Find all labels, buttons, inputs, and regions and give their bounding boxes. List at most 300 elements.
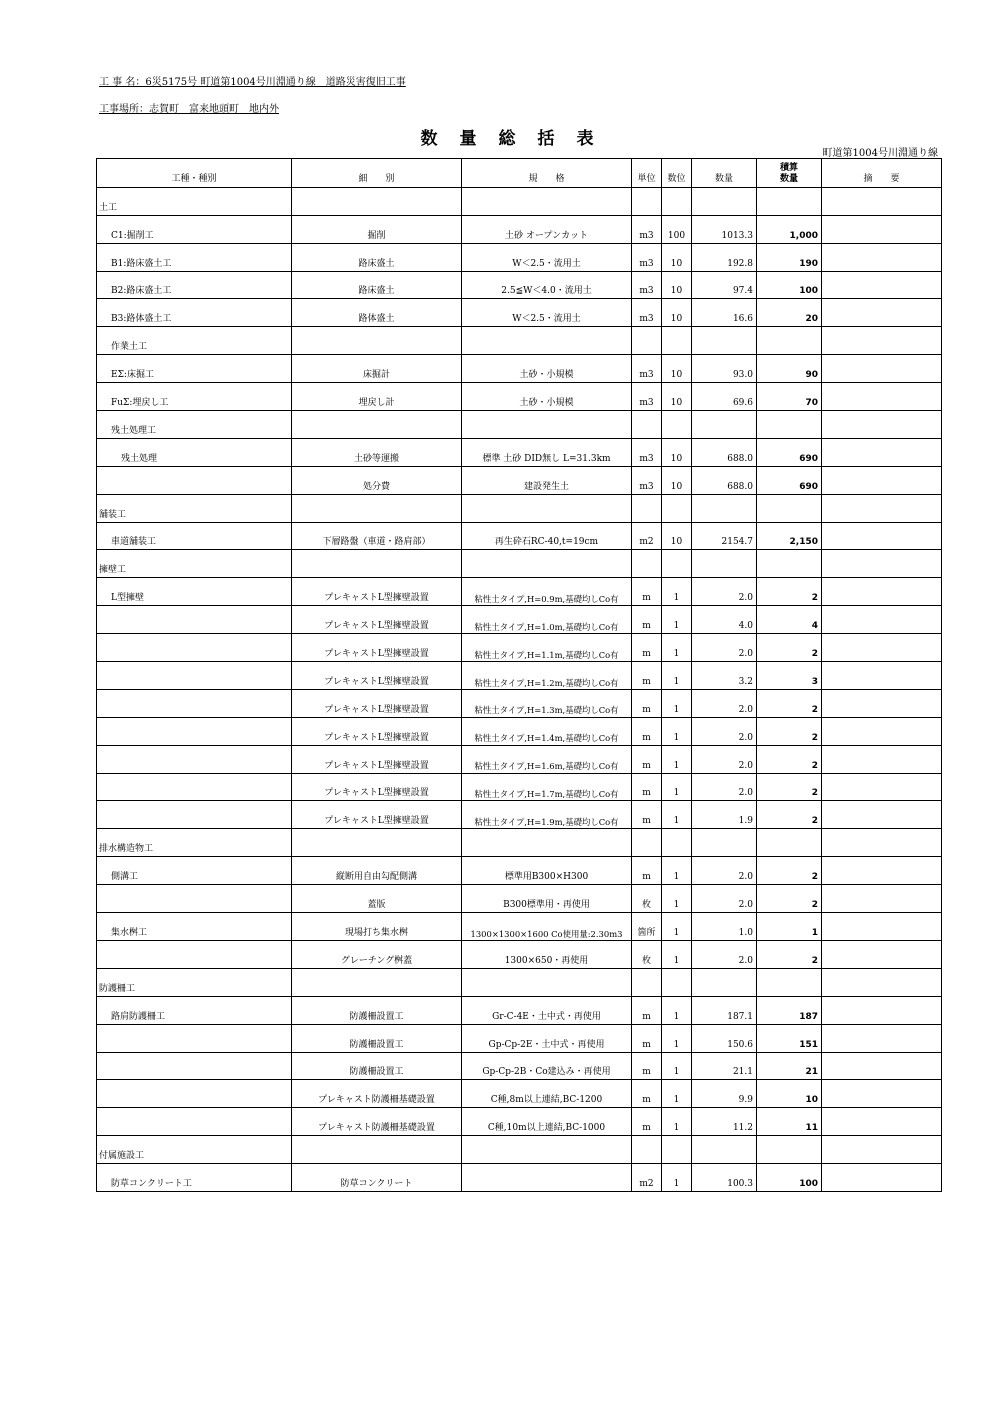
cell-spec: C種,10m以上連結,BC-1000: [462, 1108, 632, 1136]
cell-calc-qty: [757, 187, 822, 215]
table-row: [97, 606, 942, 634]
cell-unit: m: [632, 689, 662, 717]
cell-type: 集水桝工: [97, 913, 292, 941]
route-name: 町道第1004号川淵通り線: [822, 148, 938, 159]
cell-remarks: [822, 1024, 942, 1052]
cell-remarks: [822, 996, 942, 1024]
cell-unit: m: [632, 996, 662, 1024]
col-digit: 数位: [662, 159, 692, 188]
cell-remarks: [822, 829, 942, 857]
cell-spec: B300標準用・再使用: [462, 885, 632, 913]
cell-detail: [292, 187, 462, 215]
table-row: [97, 996, 942, 1024]
cell-type: 路肩防護柵工: [97, 996, 292, 1024]
cell-calc-qty: 11: [757, 1108, 822, 1136]
table-row: [97, 940, 942, 968]
cell-calc-qty: 100: [757, 271, 822, 299]
cell-qty: 2.0: [692, 717, 757, 745]
cell-qty: 1013.3: [692, 215, 757, 243]
cell-type: [97, 606, 292, 634]
cell-digit: 1: [662, 996, 692, 1024]
table-row: [97, 634, 942, 662]
col-qty: 数量: [692, 159, 757, 188]
cell-calc-qty: 151: [757, 1024, 822, 1052]
cell-detail: 路床盛土: [292, 271, 462, 299]
table-row: [97, 662, 942, 690]
cell-spec: Gr-C-4E・土中式・再使用: [462, 996, 632, 1024]
work-place: 工事場所：志賀町 富来地頭町 地内外: [99, 104, 279, 115]
cell-detail: プレキャストL型擁壁設置: [292, 634, 462, 662]
cell-digit: 1: [662, 717, 692, 745]
col-detail: 細 別: [292, 159, 462, 188]
cell-type: B1:路床盛土工: [97, 243, 292, 271]
cell-detail: 土砂等運搬: [292, 438, 462, 466]
table-row: [97, 745, 942, 773]
cell-detail: 処分費: [292, 466, 462, 494]
table-row: [97, 438, 942, 466]
cell-type: L型擁壁: [97, 578, 292, 606]
col-unit: 単位: [632, 159, 662, 188]
cell-remarks: [822, 1108, 942, 1136]
cell-spec: [462, 1136, 632, 1164]
cell-detail: [292, 550, 462, 578]
cell-type: [97, 466, 292, 494]
cell-remarks: [822, 773, 942, 801]
cell-remarks: [822, 1164, 942, 1192]
cell-detail: [292, 411, 462, 439]
cell-unit: 箇所: [632, 913, 662, 941]
table-row: [97, 717, 942, 745]
cell-unit: m: [632, 1052, 662, 1080]
cell-unit: m: [632, 606, 662, 634]
cell-digit: 1: [662, 801, 692, 829]
cell-unit: [632, 187, 662, 215]
cell-remarks: [822, 438, 942, 466]
cell-remarks: [822, 801, 942, 829]
cell-unit: m3: [632, 438, 662, 466]
category-name: 土工: [97, 187, 292, 215]
cell-qty: 9.9: [692, 1080, 757, 1108]
cell-unit: m2: [632, 1164, 662, 1192]
cell-digit: 1: [662, 1108, 692, 1136]
table-row: [97, 355, 942, 383]
table-row: [97, 857, 942, 885]
table-row: [97, 1164, 942, 1192]
cell-digit: 1: [662, 634, 692, 662]
cell-remarks: [822, 466, 942, 494]
cell-spec: W＜2.5・流用土: [462, 299, 632, 327]
cell-calc-qty: 70: [757, 383, 822, 411]
cell-unit: m: [632, 857, 662, 885]
cell-calc-qty: 2: [757, 745, 822, 773]
cell-digit: 1: [662, 662, 692, 690]
cell-spec: [462, 550, 632, 578]
cell-calc-qty: 21: [757, 1052, 822, 1080]
table-row: [97, 1052, 942, 1080]
category-row: [97, 1136, 942, 1164]
cell-digit: [662, 187, 692, 215]
cell-detail: プレキャストL型擁壁設置: [292, 773, 462, 801]
cell-digit: 10: [662, 522, 692, 550]
cell-calc-qty: 2: [757, 940, 822, 968]
cell-detail: 防護柵設置工: [292, 996, 462, 1024]
cell-spec: 標準用B300×H300: [462, 857, 632, 885]
page-title: 数量総括表: [420, 129, 616, 149]
table-row: [97, 466, 942, 494]
cell-remarks: [822, 1136, 942, 1164]
cell-qty: [692, 327, 757, 355]
table-row: [97, 1108, 942, 1136]
cell-digit: 10: [662, 271, 692, 299]
cell-spec: [462, 187, 632, 215]
cell-remarks: [822, 717, 942, 745]
col-calc-qty-line2: 数量: [779, 173, 798, 184]
cell-qty: 1.9: [692, 801, 757, 829]
cell-qty: 69.6: [692, 383, 757, 411]
cell-digit: [662, 968, 692, 996]
cell-digit: 1: [662, 1052, 692, 1080]
cell-detail: [292, 494, 462, 522]
table-row: [97, 773, 942, 801]
cell-qty: 93.0: [692, 355, 757, 383]
cell-remarks: [822, 187, 942, 215]
cell-remarks: [822, 355, 942, 383]
cell-detail: [292, 327, 462, 355]
cell-qty: 3.2: [692, 662, 757, 690]
cell-detail: [292, 1136, 462, 1164]
cell-spec: C種,8m以上連結,BC-1200: [462, 1080, 632, 1108]
cell-calc-qty: 2: [757, 717, 822, 745]
cell-digit: 10: [662, 438, 692, 466]
cell-calc-qty: 20: [757, 299, 822, 327]
cell-type: [97, 689, 292, 717]
cell-digit: 10: [662, 243, 692, 271]
cell-unit: m: [632, 773, 662, 801]
cell-qty: [692, 411, 757, 439]
cell-unit: m: [632, 717, 662, 745]
cell-qty: 2.0: [692, 940, 757, 968]
table-row: [97, 689, 942, 717]
cell-spec: 標準 土砂 DID無し L=31.3km: [462, 438, 632, 466]
cell-spec: W＜2.5・流用土: [462, 243, 632, 271]
table-row: [97, 299, 942, 327]
cell-digit: 10: [662, 466, 692, 494]
category-row: [97, 550, 942, 578]
cell-qty: [692, 968, 757, 996]
cell-spec: 粘性土タイプ,H=1.7m,基礎均しCo有: [462, 773, 632, 801]
cell-calc-qty: [757, 550, 822, 578]
table-body: [97, 187, 942, 1191]
cell-unit: [632, 550, 662, 578]
cell-detail: 防護柵設置工: [292, 1024, 462, 1052]
cell-type: [97, 662, 292, 690]
cell-spec: 粘性土タイプ,H=1.4m,基礎均しCo有: [462, 717, 632, 745]
cell-type: EΣ:床掘工: [97, 355, 292, 383]
cell-remarks: [822, 411, 942, 439]
cell-qty: 688.0: [692, 438, 757, 466]
cell-qty: 11.2: [692, 1108, 757, 1136]
cell-type: [97, 1024, 292, 1052]
cell-unit: m2: [632, 522, 662, 550]
cell-spec: 粘性土タイプ,H=1.9m,基礎均しCo有: [462, 801, 632, 829]
cell-calc-qty: 690: [757, 466, 822, 494]
cell-calc-qty: [757, 494, 822, 522]
cell-type: 残土処理: [97, 438, 292, 466]
cell-detail: 縦断用自由勾配側溝: [292, 857, 462, 885]
col-calc-qty-line1: 積算: [779, 163, 798, 174]
cell-type: [97, 885, 292, 913]
cell-detail: 掘削: [292, 215, 462, 243]
cell-spec: [462, 829, 632, 857]
category-name: 排水構造物工: [97, 829, 292, 857]
cell-calc-qty: 2: [757, 689, 822, 717]
cell-spec: 粘性土タイプ,H=1.2m,基礎均しCo有: [462, 662, 632, 690]
cell-unit: m: [632, 634, 662, 662]
cell-detail: プレキャストL型擁壁設置: [292, 606, 462, 634]
cell-calc-qty: 2,150: [757, 522, 822, 550]
cell-remarks: [822, 689, 942, 717]
cell-remarks: [822, 383, 942, 411]
cell-calc-qty: [757, 327, 822, 355]
table-row: [97, 271, 942, 299]
cell-qty: 688.0: [692, 466, 757, 494]
cell-spec: [462, 1164, 632, 1192]
category-name: 付属施設工: [97, 1136, 292, 1164]
quantity-summary-table: [96, 158, 942, 1192]
cell-spec: 建設発生土: [462, 466, 632, 494]
header-row: [97, 159, 942, 188]
cell-digit: [662, 411, 692, 439]
cell-calc-qty: 90: [757, 355, 822, 383]
cell-spec: 再生砕石RC-40,t=19cm: [462, 522, 632, 550]
cell-remarks: [822, 885, 942, 913]
cell-unit: [632, 494, 662, 522]
cell-calc-qty: 1,000: [757, 215, 822, 243]
col-remarks: 摘 要: [822, 159, 942, 188]
cell-type: [97, 717, 292, 745]
cell-remarks: [822, 494, 942, 522]
cell-unit: m3: [632, 271, 662, 299]
cell-qty: 2154.7: [692, 522, 757, 550]
cell-unit: m: [632, 1108, 662, 1136]
table-row: [97, 1080, 942, 1108]
cell-calc-qty: 690: [757, 438, 822, 466]
work-name: 工 事 名：6災5175号 町道第1004号川淵通り線 道路災害復旧工事: [99, 77, 406, 88]
cell-remarks: [822, 857, 942, 885]
cell-type: [97, 801, 292, 829]
cell-digit: 1: [662, 913, 692, 941]
cell-calc-qty: [757, 968, 822, 996]
table-row: [97, 913, 942, 941]
cell-type: [97, 773, 292, 801]
cell-remarks: [822, 634, 942, 662]
cell-unit: 枚: [632, 940, 662, 968]
cell-calc-qty: 2: [757, 857, 822, 885]
cell-qty: 192.8: [692, 243, 757, 271]
category-name: 作業土工: [97, 327, 292, 355]
category-row: [97, 968, 942, 996]
cell-qty: [692, 550, 757, 578]
cell-unit: m3: [632, 355, 662, 383]
cell-calc-qty: 2: [757, 634, 822, 662]
cell-unit: m: [632, 662, 662, 690]
cell-spec: [462, 327, 632, 355]
cell-qty: 2.0: [692, 885, 757, 913]
cell-unit: m: [632, 745, 662, 773]
cell-digit: [662, 550, 692, 578]
table-row: [97, 522, 942, 550]
cell-spec: 1300×650・再使用: [462, 940, 632, 968]
cell-qty: 16.6: [692, 299, 757, 327]
table-row: [97, 215, 942, 243]
cell-remarks: [822, 1052, 942, 1080]
cell-type: [97, 1108, 292, 1136]
cell-qty: 2.0: [692, 689, 757, 717]
cell-calc-qty: [757, 411, 822, 439]
cell-detail: プレキャストL型擁壁設置: [292, 662, 462, 690]
cell-digit: 1: [662, 857, 692, 885]
cell-qty: 150.6: [692, 1024, 757, 1052]
cell-calc-qty: 2: [757, 885, 822, 913]
cell-unit: m3: [632, 383, 662, 411]
cell-unit: [632, 1136, 662, 1164]
cell-spec: 土砂・小規模: [462, 383, 632, 411]
cell-unit: m3: [632, 299, 662, 327]
cell-qty: [692, 1136, 757, 1164]
cell-type: 防草コンクリート工: [97, 1164, 292, 1192]
cell-remarks: [822, 940, 942, 968]
cell-detail: 現場打ち集水桝: [292, 913, 462, 941]
cell-calc-qty: 4: [757, 606, 822, 634]
cell-qty: 2.0: [692, 578, 757, 606]
cell-unit: [632, 829, 662, 857]
cell-digit: 1: [662, 689, 692, 717]
category-name: 舗装工: [97, 494, 292, 522]
category-row: [97, 829, 942, 857]
cell-digit: 1: [662, 1164, 692, 1192]
col-calc-qty: [757, 159, 822, 188]
cell-detail: [292, 968, 462, 996]
cell-type: B2:路床盛土工: [97, 271, 292, 299]
cell-type: [97, 1052, 292, 1080]
cell-detail: 下層路盤（車道・路肩部）: [292, 522, 462, 550]
cell-digit: 1: [662, 1024, 692, 1052]
cell-remarks: [822, 913, 942, 941]
category-name: 擁壁工: [97, 550, 292, 578]
cell-spec: 粘性土タイプ,H=0.9m,基礎均しCo有: [462, 578, 632, 606]
cell-qty: [692, 187, 757, 215]
cell-detail: 路床盛土: [292, 243, 462, 271]
cell-digit: 10: [662, 383, 692, 411]
cell-spec: Gp-Cp-2B・Co建込み・再使用: [462, 1052, 632, 1080]
cell-qty: 2.0: [692, 634, 757, 662]
cell-digit: 100: [662, 215, 692, 243]
cell-detail: 路体盛土: [292, 299, 462, 327]
cell-spec: 土砂 オープンカット: [462, 215, 632, 243]
cell-qty: 2.0: [692, 773, 757, 801]
cell-detail: 床掘計: [292, 355, 462, 383]
cell-type: 車道舗装工: [97, 522, 292, 550]
cell-spec: 粘性土タイプ,H=1.0m,基礎均しCo有: [462, 606, 632, 634]
cell-type: FuΣ:埋戻し工: [97, 383, 292, 411]
cell-type: C1:掘削工: [97, 215, 292, 243]
cell-qty: 187.1: [692, 996, 757, 1024]
cell-qty: 97.4: [692, 271, 757, 299]
cell-digit: 1: [662, 940, 692, 968]
cell-spec: Gp-Cp-2E・土中式・再使用: [462, 1024, 632, 1052]
cell-unit: m3: [632, 466, 662, 494]
category-row: [97, 327, 942, 355]
cell-unit: m: [632, 578, 662, 606]
cell-calc-qty: 187: [757, 996, 822, 1024]
cell-digit: [662, 494, 692, 522]
cell-detail: プレキャスト防護柵基礎設置: [292, 1108, 462, 1136]
cell-detail: 蓋版: [292, 885, 462, 913]
cell-digit: [662, 327, 692, 355]
category-row: [97, 494, 942, 522]
cell-remarks: [822, 271, 942, 299]
cell-detail: プレキャストL型擁壁設置: [292, 717, 462, 745]
cell-detail: プレキャストL型擁壁設置: [292, 801, 462, 829]
cell-qty: [692, 494, 757, 522]
cell-digit: 1: [662, 745, 692, 773]
cell-calc-qty: 2: [757, 773, 822, 801]
cell-type: B3:路体盛土工: [97, 299, 292, 327]
cell-detail: グレーチング桝蓋: [292, 940, 462, 968]
cell-remarks: [822, 550, 942, 578]
table-row: [97, 383, 942, 411]
cell-detail: プレキャスト防護柵基礎設置: [292, 1080, 462, 1108]
col-type: 工種・種別: [97, 159, 292, 188]
cell-detail: 防草コンクリート: [292, 1164, 462, 1192]
cell-digit: 1: [662, 1080, 692, 1108]
cell-remarks: [822, 606, 942, 634]
table-row: [97, 578, 942, 606]
cell-detail: [292, 829, 462, 857]
cell-unit: m: [632, 801, 662, 829]
cell-calc-qty: [757, 829, 822, 857]
category-name: 防護柵工: [97, 968, 292, 996]
cell-qty: 2.0: [692, 857, 757, 885]
cell-detail: プレキャストL型擁壁設置: [292, 578, 462, 606]
cell-qty: [692, 829, 757, 857]
cell-calc-qty: [757, 1136, 822, 1164]
cell-unit: [632, 327, 662, 355]
table-row: [97, 885, 942, 913]
cell-calc-qty: 1: [757, 913, 822, 941]
cell-type: [97, 745, 292, 773]
cell-remarks: [822, 215, 942, 243]
cell-unit: 枚: [632, 885, 662, 913]
col-spec: 規 格: [462, 159, 632, 188]
cell-spec: [462, 411, 632, 439]
cell-spec: 土砂・小規模: [462, 355, 632, 383]
cell-unit: m3: [632, 215, 662, 243]
cell-digit: 1: [662, 578, 692, 606]
category-row: [97, 187, 942, 215]
cell-calc-qty: 10: [757, 1080, 822, 1108]
cell-spec: 2.5≦W＜4.0・流用土: [462, 271, 632, 299]
cell-qty: 21.1: [692, 1052, 757, 1080]
cell-spec: [462, 494, 632, 522]
cell-digit: [662, 829, 692, 857]
cell-spec: 粘性土タイプ,H=1.3m,基礎均しCo有: [462, 689, 632, 717]
table-row: [97, 243, 942, 271]
table-row: [97, 1024, 942, 1052]
cell-type: [97, 940, 292, 968]
cell-type: 側溝工: [97, 857, 292, 885]
cell-spec: 粘性土タイプ,H=1.6m,基礎均しCo有: [462, 745, 632, 773]
